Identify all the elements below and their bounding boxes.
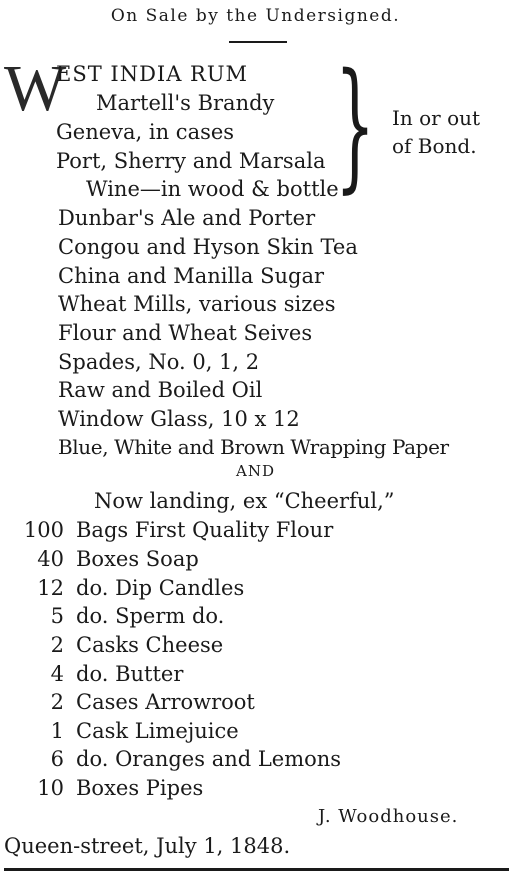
goods-item: Wheat Mills, various sizes [58,292,336,316]
cargo-desc: do. Sperm do. [76,604,225,628]
cargo-desc: Boxes Soap [76,547,199,571]
curly-brace: } [335,44,376,207]
cargo-desc: Bags First Quality Flour [76,518,334,542]
cargo-desc: do. Oranges and Lemons [76,747,342,771]
bond-note-line: In or out [392,106,481,130]
bonded-item: Port, Sherry and Marsala [56,149,326,173]
cargo-qty: 1 [50,719,64,743]
cargo-desc: Boxes Pipes [76,776,204,800]
bonded-item: Geneva, in cases [56,120,235,144]
cargo-desc: Cask Limejuice [76,719,239,743]
bonded-item: Martell's Brandy [96,91,275,115]
goods-item: Dunbar's Ale and Porter [58,206,316,230]
conjunction: AND [236,462,275,480]
goods-item: Congou and Hyson Skin Tea [58,235,358,259]
cargo-desc: do. Dip Candles [76,576,245,600]
ad-heading: On Sale by the Undersigned. [110,6,401,26]
dateline: Queen-street, July 1, 1848. [4,834,291,858]
bonded-item: Wine—in wood & bottle [86,177,339,201]
drop-cap: W [4,52,67,125]
bond-note [392,104,480,160]
landing-notice: Now landing, ex “Cheerful,” [94,489,395,513]
cargo-desc: do. Butter [76,662,184,686]
bottom-rule [4,868,509,871]
cargo-qty: 40 [37,547,64,571]
bond-note-line: of Bond. [392,134,477,158]
cargo-qty: 12 [37,576,64,600]
cargo-desc: Cases Arrowroot [76,690,255,714]
cargo-qty: 10 [37,776,64,800]
goods-item: China and Manilla Sugar [58,264,324,288]
cargo-qty: 2 [50,633,64,657]
goods-item: Spades, No. 0, 1, 2 [58,350,260,374]
cargo-qty: 4 [50,662,64,686]
cargo-desc: Casks Cheese [76,633,224,657]
goods-item: Blue, White and Brown Wrapping Paper [58,435,449,459]
cargo-qty: 2 [50,690,64,714]
cargo-qty: 6 [50,747,64,771]
goods-item: Window Glass, 10 x 12 [58,407,300,431]
heading-rule [229,41,287,43]
cargo-qty: 5 [50,604,64,628]
goods-item: Flour and Wheat Seives [58,321,313,345]
cargo-qty: 100 [23,518,64,542]
merchant-signature: J. Woodhouse. [318,806,459,827]
goods-item: Raw and Boiled Oil [58,378,263,402]
bonded-item: EST INDIA RUM [56,62,249,86]
